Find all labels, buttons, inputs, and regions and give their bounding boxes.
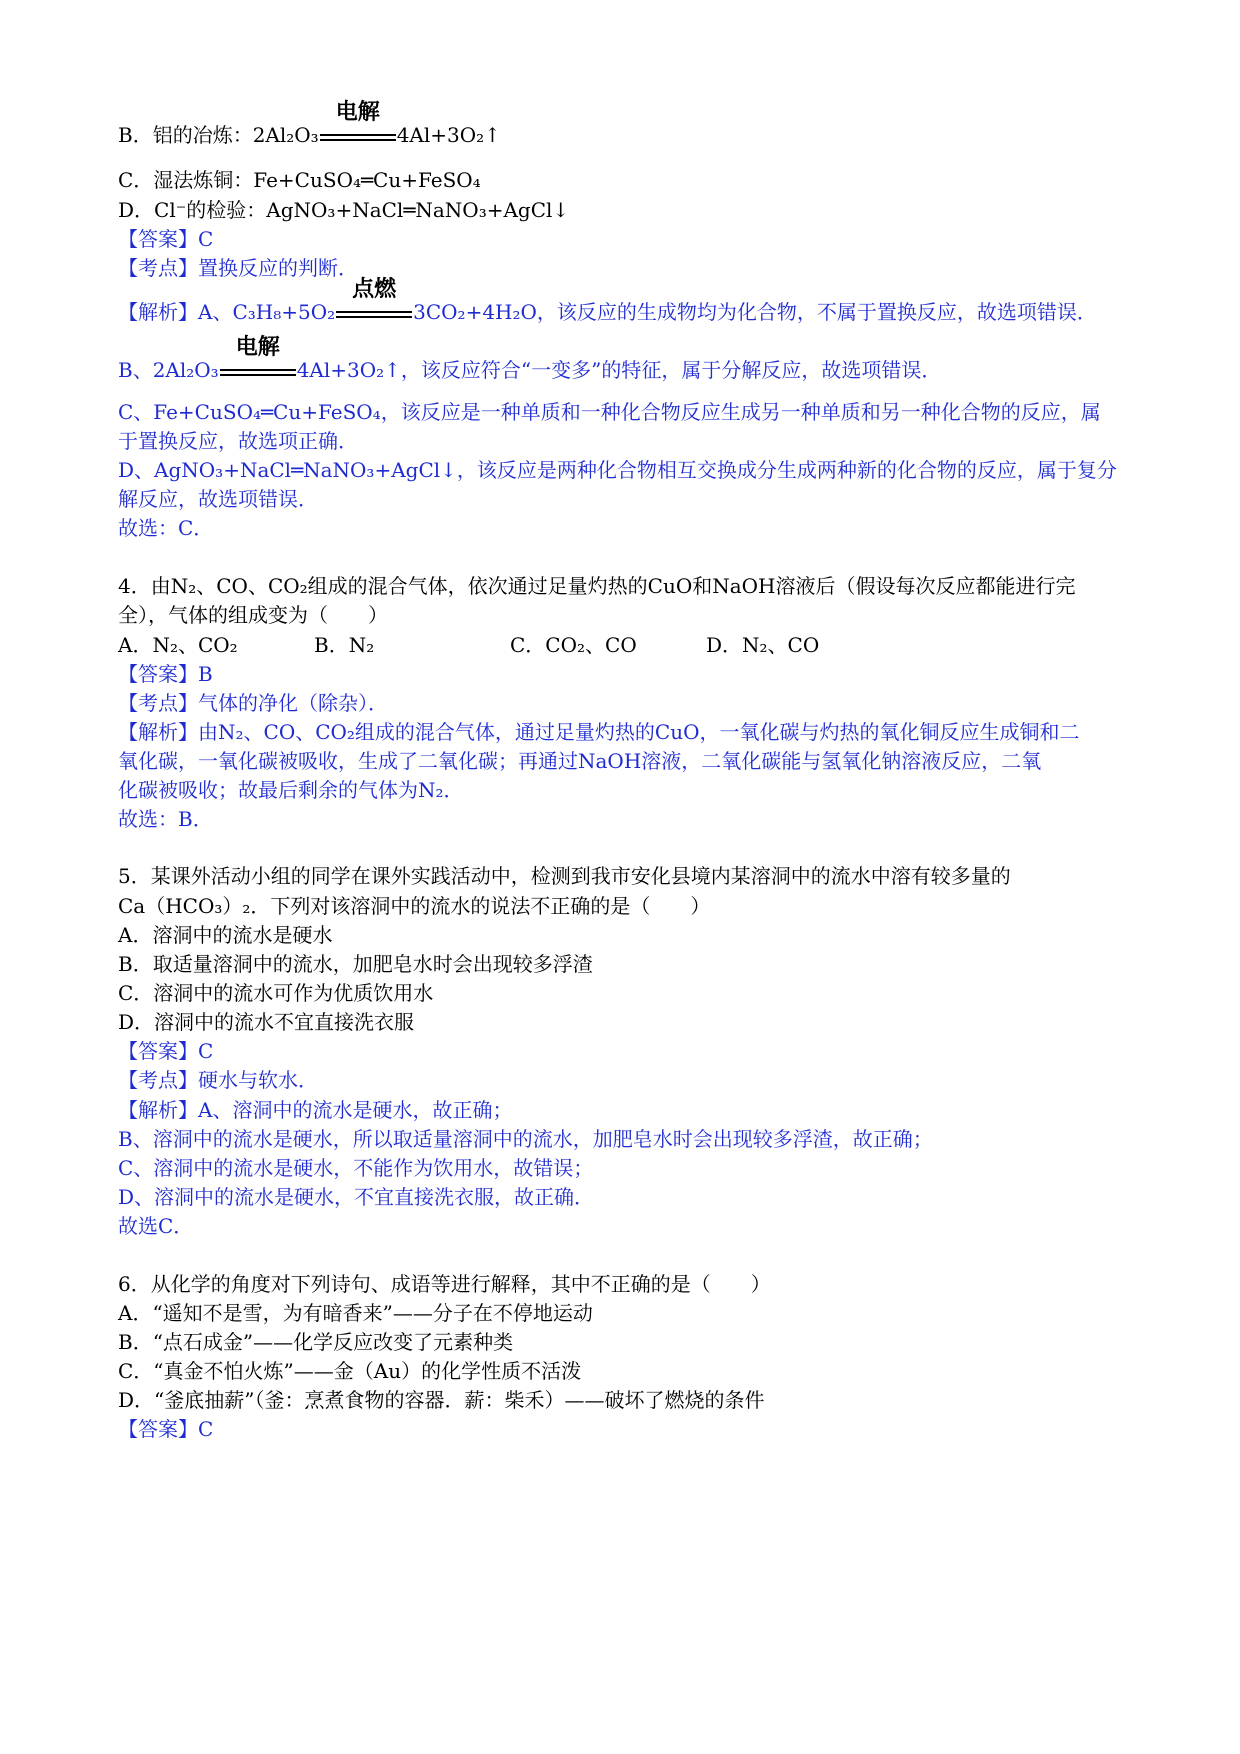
q5-analysis-b: B、溶洞中的流水是硬水，所以取适量溶洞中的流水，加肥皂水时会出现较多浮渣，故正确； (118, 1127, 933, 1151)
q3-option-b: B．铝的冶炼：2Al₂O₃ 电解 4Al+3O₂↑ (118, 100, 501, 147)
q5-option-c: C．溶洞中的流水可作为优质饮用水 (118, 981, 434, 1005)
reaction-condition-arrow: 电解 (220, 356, 296, 384)
q4-knowledge-point: 【考点】气体的净化（除杂）． (118, 691, 388, 715)
q5-stem-line1: 5．某课外活动小组的同学在课外实践活动中，检测到我市安化县境内某溶洞中的流水中溶有较多量的 (118, 864, 1011, 888)
q5-stem-line2: Ca（HCO₃）₂．下列对该溶洞中的流水的说法不正确的是（ ） (118, 894, 711, 918)
q6-stem: 6．从化学的角度对下列诗句、成语等进行解释，其中不正确的是（ ） (118, 1272, 771, 1296)
q6-option-a: A．“遥知不是雪，为有暗香来”——分子在不停地运动 (118, 1301, 593, 1325)
q5-knowledge-point: 【考点】硬水与软水． (118, 1068, 318, 1092)
q4-analysis-line2: 氧化碳，一氧化碳被吸收，生成了二氧化碳；再通过NaOH溶液，二氧化碳能与氢氧化钠溶液反应，二氧 (118, 749, 1042, 773)
q3-analysis-d-line1: D、AgNO₃+NaCl═NaNO₃+AgCl↓，该反应是两种化合物相互交换成分生成两种新的化合物的反应，属于复分 (118, 458, 1117, 482)
reaction-condition-arrow: 电解 (320, 121, 396, 149)
q5-answer: 【答案】C (118, 1039, 214, 1063)
reaction-condition-arrow: 点燃 (336, 298, 412, 326)
q3-knowledge-point: 【考点】置换反应的判断． (118, 256, 358, 280)
q5-conclusion: 故选C． (118, 1214, 194, 1238)
q6-option-d: D．“釜底抽薪”（釜：烹煮食物的容器．薪：柴禾）——破坏了燃烧的条件 (118, 1388, 765, 1412)
q6-option-b: B．“点石成金”——化学反应改变了元素种类 (118, 1330, 514, 1354)
q3-analysis-d-line2: 解反应，故选项错误． (118, 487, 318, 511)
q4-options: A．N₂、CO₂ B．N₂ C．CO₂、CO D．N₂、CO (118, 633, 820, 657)
q3-analysis-c-line1: C、Fe+CuSO₄═Cu+FeSO₄，该反应是一种单质和一种化合物反应生成另一种单质和另一种化合物的反应，属 (118, 400, 1101, 424)
q3-analysis-a: 【解析】A、C₃H₈+5O₂ 点燃 3CO₂+4H₂O，该反应的生成物均为化合物，不属于置换反应，故选项错误． (118, 277, 1097, 324)
q5-option-a: A．溶洞中的流水是硬水 (118, 923, 333, 947)
q4-stem-line2: 全），气体的组成变为（ ） (118, 603, 388, 627)
q3-option-c: C．湿法炼铜：Fe+CuSO₄═Cu+FeSO₄ (118, 168, 481, 192)
q3-analysis-c-line2: 于置换反应，故选项正确． (118, 429, 358, 453)
q5-option-b: B．取适量溶洞中的流水，加肥皂水时会出现较多浮渣 (118, 952, 593, 976)
q3-analysis-b: B、2Al₂O₃ 电解 4Al+3O₂↑，该反应符合“一变多”的特征，属于分解反应，故选项错误． (118, 335, 942, 382)
q4-analysis-line1: 【解析】由N₂、CO、CO₂组成的混合气体，通过足量灼热的CuO，一氧化碳与灼热的氧化铜反应生成铜和二 (118, 720, 1080, 744)
q3-answer: 【答案】C (118, 227, 214, 251)
q4-stem-line1: 4．由N₂、CO、CO₂组成的混合气体，依次通过足量灼热的CuO和NaOH溶液后（假设每次反应都能进行完 (118, 574, 1076, 598)
q5-analysis-a: 【解析】A、溶洞中的流水是硬水，故正确； (118, 1098, 513, 1122)
q3-option-d: D．Cl⁻的检验：AgNO₃+NaCl═NaNO₃+AgCl↓ (118, 198, 570, 222)
q4-conclusion: 故选：B． (118, 807, 213, 831)
q4-answer: 【答案】B (118, 662, 213, 686)
q6-answer: 【答案】C (118, 1417, 214, 1441)
q4-analysis-line3: 化碳被吸收；故最后剩余的气体为N₂． (118, 778, 464, 802)
q3-conclusion: 故选：C． (118, 516, 214, 540)
q6-option-c: C．“真金不怕火炼”——金（Au）的化学性质不活泼 (118, 1359, 582, 1383)
q5-analysis-c: C、溶洞中的流水是硬水，不能作为饮用水，故错误； (118, 1156, 594, 1180)
q5-analysis-d: D、溶洞中的流水是硬水，不宜直接洗衣服，故正确． (118, 1185, 595, 1209)
q5-option-d: D．溶洞中的流水不宜直接洗衣服 (118, 1010, 415, 1034)
